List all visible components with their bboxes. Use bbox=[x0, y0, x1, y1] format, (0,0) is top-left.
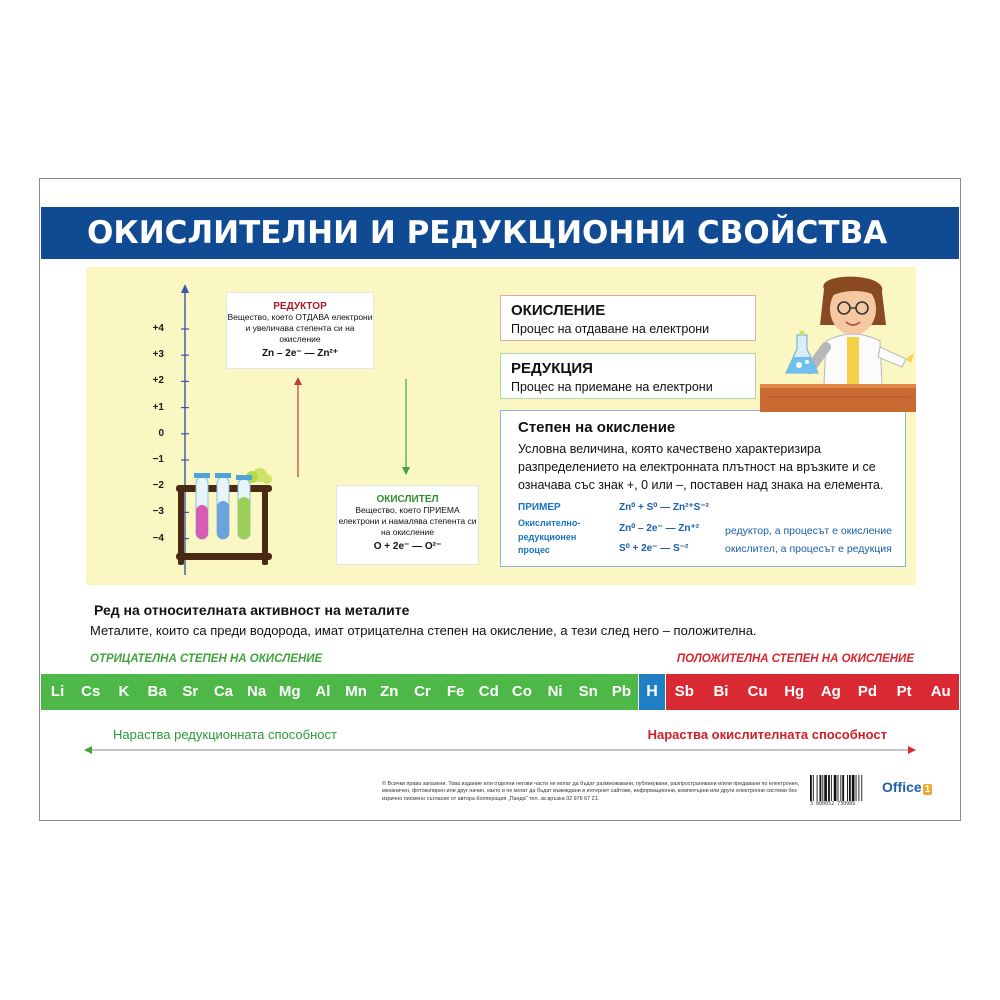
barcode-bar bbox=[840, 775, 841, 801]
barcode-bar bbox=[820, 775, 822, 801]
barcode-bar bbox=[856, 775, 857, 801]
reducing-trend-label: Нараства редукционната способност bbox=[113, 727, 337, 742]
barcode-bar bbox=[858, 775, 859, 801]
oxidation-definition bbox=[500, 295, 756, 341]
poster bbox=[39, 178, 961, 821]
axis-tick-label: +2 bbox=[152, 375, 164, 387]
example-label: ПРИМЕР bbox=[518, 502, 561, 513]
element-symbol: Na bbox=[246, 683, 267, 700]
example-equation: Zn⁰ + S⁰ — Zn²⁺S⁻² bbox=[619, 502, 709, 513]
element-symbol: Zn bbox=[380, 683, 399, 700]
axis-tick-label: +4 bbox=[152, 323, 164, 334]
reducer-heading: РЕДУКТОР bbox=[273, 301, 327, 312]
axis-tick-label: +1 bbox=[152, 401, 164, 413]
barcode-bar bbox=[831, 775, 832, 801]
reduction-title: РЕДУКЦИЯ bbox=[511, 360, 593, 377]
activity-series-text: Металите, които са преди водорода, имат отрицателна степен на окисление, а тези след него – положителна. bbox=[90, 623, 757, 638]
element-symbol: Mg bbox=[278, 683, 301, 700]
element-symbol: Au bbox=[930, 683, 951, 700]
barcode-bar bbox=[828, 775, 830, 801]
element-symbol: K bbox=[118, 683, 130, 700]
oxidizer-equation: O + 2e⁻ — O²⁻ bbox=[373, 541, 442, 553]
page-title: ОКИСЛИТЕЛНИ И РЕДУКЦИОННИ СВОЙСТВА bbox=[41, 207, 959, 259]
barcode-bar bbox=[852, 775, 855, 801]
axis-tick-label: 0 bbox=[158, 427, 164, 439]
up-arrow-red bbox=[291, 375, 305, 479]
element-symbol: Mn bbox=[345, 683, 367, 700]
element-hydrogen: H bbox=[646, 683, 658, 700]
barcode-bar bbox=[813, 775, 814, 801]
element-symbol: Ca bbox=[213, 683, 233, 700]
barcode-bar bbox=[849, 775, 851, 801]
example-description: окислител, а процесът е редукция bbox=[725, 543, 892, 555]
brand-logo bbox=[882, 779, 932, 795]
positive-state-label: ПОЛОЖИТЕЛНА СТЕПЕН НА ОКИСЛЕНИЕ bbox=[676, 653, 914, 665]
oxidizer-text: Вещество, което ПРИЕМА електрони и намалява степента си на окисление bbox=[338, 505, 477, 538]
element-symbol: Cr bbox=[414, 683, 431, 700]
element-symbol: Ba bbox=[147, 683, 167, 700]
down-arrow-green bbox=[399, 377, 413, 477]
example-equation: S⁰ + 2e⁻ — S⁻² bbox=[619, 543, 689, 554]
oxidation-state-text: Условна величина, която качествено характеризира разпределението на електронната плътност на връзките и се означава със знак +, 0 или –, поставен над знака на елемента. bbox=[518, 442, 884, 493]
example-process-label: Окислително-редукционен процес bbox=[518, 518, 581, 555]
copyright-notice: © Всички права запазени. Това издание или отделни негови части не могат да бъдат размножавани, публикувани, разпространявани и/или предавани по електронен, механичен, фотокопирен или друг начин, както и не могат да бъдат въвеждани в интернет сайтове, информационни, компютърни или други електронни системи без изрично писмено съгласие от автора Кооперация „Панда" тел. за връзка 02 976 67 21. bbox=[382, 781, 800, 802]
oxidizing-trend-label: Нараства окислителната способност bbox=[647, 727, 887, 742]
barcode-bar bbox=[817, 775, 818, 801]
element-symbol: Pd bbox=[857, 683, 878, 700]
oxidizer-card bbox=[336, 485, 479, 565]
trend-arrow bbox=[84, 745, 916, 755]
example-equation: Zn⁰ – 2e⁻ — Zn⁺² bbox=[619, 523, 700, 534]
metals-before-hydrogen bbox=[41, 674, 638, 710]
barcode-bar bbox=[861, 775, 862, 801]
axis-tick-label: −1 bbox=[152, 454, 164, 465]
barcode-bar bbox=[847, 775, 848, 801]
element-symbol: Co bbox=[511, 683, 532, 700]
test-tubes-illustration bbox=[172, 467, 276, 565]
reduction-text: Процес на приемане на електрони bbox=[511, 380, 713, 394]
element-symbol: Cu bbox=[747, 683, 768, 700]
element-symbol: Pb bbox=[611, 683, 631, 700]
element-symbol: Sr bbox=[182, 683, 199, 700]
element-symbol: Bi bbox=[713, 683, 729, 700]
element-symbol: Cs bbox=[81, 683, 101, 700]
reduction-definition bbox=[500, 353, 756, 399]
negative-state-label: ОТРИЦАТЕЛНА СТЕПЕН НА ОКИСЛЕНИЕ bbox=[90, 653, 323, 665]
oxidation-state-title: Степен на окисление bbox=[518, 419, 676, 436]
hydrogen-cell bbox=[638, 674, 666, 710]
example-description: редуктор, а процесът е окисление bbox=[725, 525, 892, 537]
barcode-bar bbox=[838, 775, 839, 801]
element-symbol: Sb bbox=[674, 683, 694, 700]
info-panel bbox=[86, 267, 916, 585]
barcode bbox=[809, 775, 879, 801]
element-symbol: Ag bbox=[820, 683, 841, 700]
scientist-illustration bbox=[760, 267, 916, 412]
element-symbol: Al bbox=[315, 683, 331, 700]
oxidation-title: ОКИСЛЕНИЕ bbox=[511, 302, 606, 319]
element-symbol: Pt bbox=[896, 683, 912, 700]
brand-number: 1 bbox=[924, 784, 931, 795]
barcode-bar bbox=[810, 775, 812, 801]
barcode-bar bbox=[842, 775, 844, 801]
axis-tick-label: −3 bbox=[152, 506, 164, 518]
oxidizer-heading: ОКИСЛИТЕЛ bbox=[376, 494, 439, 505]
axis-tick-label: −2 bbox=[152, 480, 164, 492]
element-symbol: Ni bbox=[547, 683, 563, 700]
oxidation-state-definition bbox=[500, 410, 906, 567]
axis-tick-label: +3 bbox=[152, 349, 164, 361]
barcode-bar bbox=[824, 775, 827, 801]
barcode-number: 3 800052 730989 bbox=[810, 801, 856, 807]
element-symbol: Cd bbox=[478, 683, 499, 700]
barcode-bar bbox=[822, 775, 823, 801]
reducer-equation: Zn – 2e⁻ — Zn²⁺ bbox=[261, 348, 339, 360]
element-symbol: Fe bbox=[446, 683, 465, 700]
brand-name: Office bbox=[882, 779, 922, 795]
element-symbol: Sn bbox=[578, 683, 598, 700]
element-symbol: Li bbox=[50, 683, 65, 700]
activity-series-bar bbox=[41, 674, 959, 710]
element-symbol: Hg bbox=[784, 683, 805, 700]
reducer-text: Вещество, което ОТДАВА електрони и увеличава степента си на окисление bbox=[227, 312, 373, 345]
axis-tick-label: −4 bbox=[152, 532, 164, 544]
activity-series-title: Ред на относителната активност на металите bbox=[94, 602, 410, 618]
reducer-card bbox=[226, 292, 374, 369]
oxidation-text: Процес на отдаване на електрони bbox=[511, 322, 710, 336]
metals-after-hydrogen bbox=[666, 674, 959, 710]
barcode-bar bbox=[834, 775, 837, 801]
